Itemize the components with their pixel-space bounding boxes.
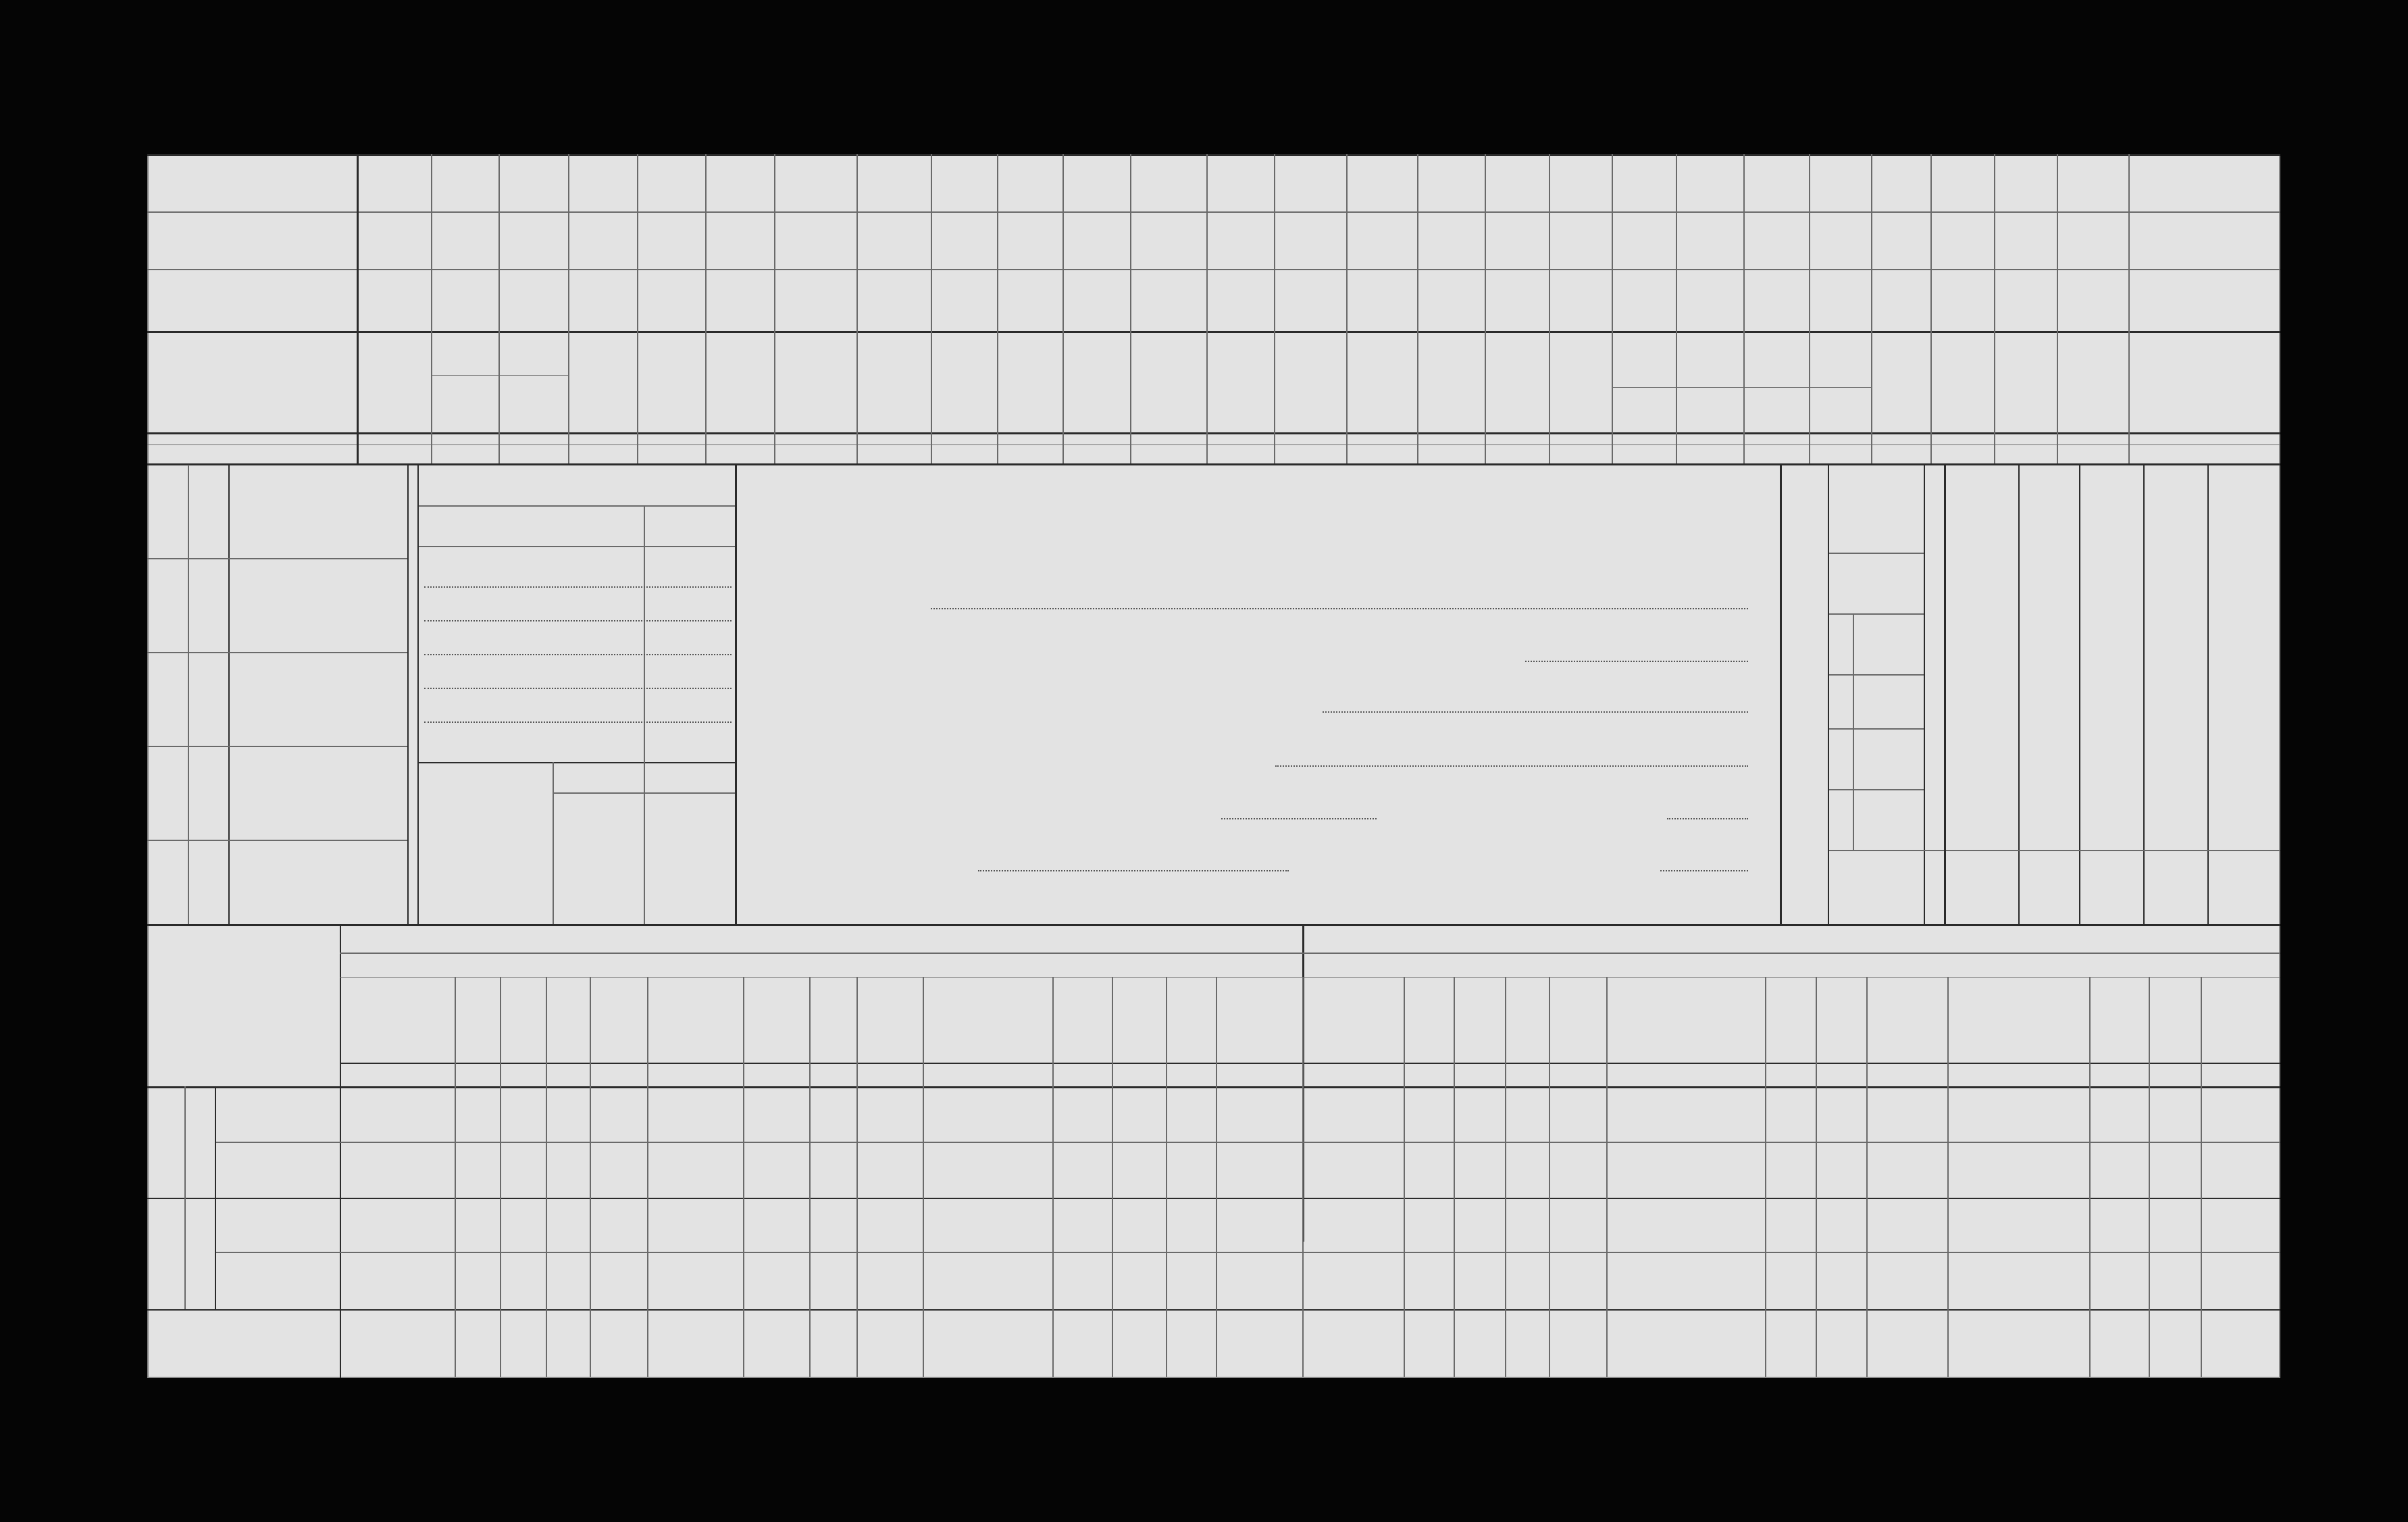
population-num [1925,790,1944,851]
crop-header [1995,335,2055,408]
lease-col-header [811,984,855,1059]
crop-header [707,335,773,408]
crop-col-line [1346,154,1348,463]
hired-row-num [189,753,226,833]
hired-row-line [147,840,407,841]
lease-col-line [647,977,648,1377]
lease-col-header [501,984,544,1059]
allot-label [153,1093,183,1194]
lease-col-header [591,984,646,1059]
hired-workers-title [360,472,414,917]
crop-header [1613,335,1674,408]
lease-col-line [923,977,924,1377]
crop-col-line [1930,154,1932,463]
population-col-line [2079,465,2080,924]
crop-col-line [931,154,932,463]
men-label [1830,742,1851,850]
population-col-top [2211,475,2277,576]
crop-header [1745,335,1808,408]
crop-col-line [1743,154,1745,463]
lease-col-header [1304,984,1402,1059]
lease-col-line [1866,977,1868,1377]
lease-col-header [1817,984,1865,1059]
population-col-line [2143,465,2145,924]
crop-col-line [1274,154,1275,463]
women-total-label [1856,678,1920,725]
crop-col-line [1417,154,1418,463]
lease-col-header [1405,984,1452,1059]
crop-header [998,335,1061,408]
hired-row-num [189,846,226,917]
crop-header [775,335,855,408]
crop-col-line [705,154,707,463]
grand-total-label [1856,556,1920,610]
crop-col-line [1676,154,1677,463]
hired-row-num [189,565,226,645]
hired-row-line [147,558,407,559]
hired-row-label [232,565,272,645]
lease-col-header [1167,984,1214,1059]
lease-col-header [456,984,498,1059]
crop-col-line [774,154,775,463]
crop-col-line [1612,154,1613,463]
crop-col-line [568,154,569,463]
crop-col-line [1485,154,1486,463]
population-num [1925,730,1944,790]
hired-row-label [232,472,272,551]
lease-col-header [1455,984,1504,1059]
lease-col-line [2201,977,2202,1377]
population-col-bottom [2211,853,2277,921]
crop-col-line [1062,154,1064,463]
crop-header [1872,335,1929,408]
hired-row-num [189,659,226,739]
crop-header [1677,335,1742,408]
crop-col-line [498,154,500,463]
crop-header [858,335,929,408]
crop-col-line [1994,154,1995,463]
crop-col-line [431,154,432,463]
lease-col-header [2091,984,2147,1059]
crop-header [1810,335,1870,408]
population-title [1785,472,1826,917]
crop-header [638,335,704,408]
winter-wheat-line [431,375,568,376]
population-num [1925,676,1944,730]
lease-col-line [1216,977,1217,1377]
crop-header [932,335,996,408]
crop-header [1275,335,1345,408]
lease-col-header [547,984,588,1059]
crop-col-line [1130,154,1131,463]
crop-header [1418,335,1483,408]
lease-col-header [2150,984,2199,1059]
lease-col-header [858,984,921,1059]
hired-numcol-line [188,465,189,924]
crop-col-line [1206,154,1208,463]
crop-col-line [1809,154,1810,463]
population-col-line [2018,465,2020,924]
crop-header [1131,335,1205,408]
crop-header [1348,335,1416,408]
men-total-label [1856,792,1920,846]
crop-header [1550,335,1610,408]
hired-row-line [147,746,407,747]
crop-header [1486,335,1547,408]
hired-row-label [232,753,272,833]
population-col-top [2082,475,2140,576]
perennial-line [1612,387,1871,388]
population-col-bottom [1949,853,2015,921]
crop-col-line [2128,154,2130,463]
hired-row-num [189,472,226,551]
population-col-bottom [2082,853,2140,921]
crop-col-line [1549,154,1550,463]
crop-header [2130,335,2279,408]
crop-header [358,335,430,408]
lease-col-header [1054,984,1110,1059]
population-num [1925,554,1944,615]
men-working-label [1856,735,1920,786]
women-working-label [1856,620,1920,671]
lease-col-header [1113,984,1164,1059]
population-col-top [1949,475,2015,576]
population-col-line [2207,465,2209,924]
population-col-top [2022,475,2076,576]
hired-row-line [147,652,407,653]
census-card [147,154,2280,1378]
crop-header [1064,335,1129,408]
crop-col-line [637,154,638,463]
lease-col-header [1506,984,1547,1059]
nonallot-label [153,1202,183,1307]
population-col-bottom [2147,853,2204,921]
population-num [1925,615,1944,676]
hired-row-label [232,659,272,739]
lease-col-header [744,984,808,1059]
crop-header [569,335,636,408]
population-col-top [2147,475,2204,576]
population-col-bottom [2022,853,2076,921]
crop-header [2058,335,2127,408]
population-bottom-line [1946,850,2280,851]
lease-col-header [1949,984,2088,1059]
women-label [1830,620,1851,735]
lease-col-header [1766,984,1814,1059]
crop-col-line [1871,154,1872,463]
lease-col-line [1549,977,1550,1377]
crop-col-line [997,154,998,463]
lease-col-header [1608,984,1764,1059]
hired-row-label [232,846,272,917]
crop-col-line [2057,154,2058,463]
crop-header [1932,335,1993,408]
crop-header [1208,335,1273,408]
crop-col-line [856,154,858,463]
